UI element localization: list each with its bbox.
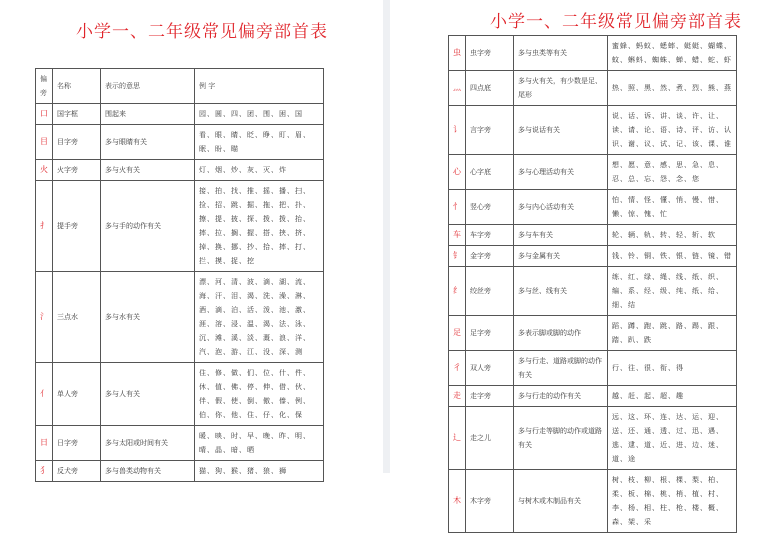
examples-cell: 怕、情、怪、懂、悄、慢、惜、懒、惊、愧、忙 xyxy=(608,190,737,225)
meaning-cell: 多与金属有关 xyxy=(514,246,608,267)
table-row xyxy=(36,461,324,482)
meaning-cell: 多与心理活动有关 xyxy=(514,155,608,190)
header-meaning: 表示的意思 xyxy=(101,69,195,104)
table-row xyxy=(36,104,324,125)
examples-cell: 轮、辆、轨、转、轻、斩、软 xyxy=(608,225,737,246)
examples-cell: 远、这、环、连、达、运、迎、送、还、通、透、过、迅、遇、逃、逮、道、近、进、边、迷、道、途 xyxy=(608,407,737,470)
table-row xyxy=(449,316,737,351)
meaning-cell: 多与行走的动作有关 xyxy=(514,386,608,407)
examples-cell: 蜜蜂、蚂蚁、蟋蟀、蜓蜓、蝴蝶、蚊、蝌蚪、蜘蛛、蝉、蜡、蛇、虾 xyxy=(608,36,737,71)
radical-cell: 心 xyxy=(449,155,466,190)
meaning-cell: 多表示脚或脚的动作 xyxy=(514,316,608,351)
name-cell: 火字旁 xyxy=(53,160,101,181)
name-cell: 竖心旁 xyxy=(466,190,514,225)
name-cell: 国字框 xyxy=(53,104,101,125)
table-row xyxy=(449,71,737,106)
page-left xyxy=(0,0,383,473)
page-title: 小学一、二年级常见偏旁部首表 xyxy=(490,12,742,32)
table-row xyxy=(36,160,324,181)
radical-cell: 犭 xyxy=(36,461,53,482)
table-row xyxy=(449,386,737,407)
name-cell: 虫字旁 xyxy=(466,36,514,71)
name-cell: 车字旁 xyxy=(466,225,514,246)
meaning-cell: 围起来 xyxy=(101,104,195,125)
meaning-cell: 多与虫类等有关 xyxy=(514,36,608,71)
table-row xyxy=(36,181,324,272)
meaning-cell: 多与丝、线有关 xyxy=(514,267,608,316)
radical-cell: 讠 xyxy=(449,106,466,155)
radical-cell: 走 xyxy=(449,386,466,407)
meaning-cell: 多与火有关，有少数是足、尾形 xyxy=(514,71,608,106)
meaning-cell: 多与太阳或时间有关 xyxy=(101,426,195,461)
table-row xyxy=(449,407,737,470)
radical-cell: 目 xyxy=(36,125,53,160)
meaning-cell: 多与水有关 xyxy=(101,272,195,363)
name-cell: 金字旁 xyxy=(466,246,514,267)
radicals-table xyxy=(448,35,737,533)
table-row xyxy=(36,125,324,160)
table-row xyxy=(449,36,737,71)
meaning-cell: 多与火有关 xyxy=(101,160,195,181)
examples-cell: 住、修、做、们、位、什、件、休、值、佛、停、伸、借、伙、伴、假、使、倒、傲、傣、例、伯、你、他、住、仔、化、保 xyxy=(195,363,324,426)
examples-cell: 看、眼、睛、眨、睁、盯、眉、眠、盼、瞄 xyxy=(195,125,324,160)
name-cell: 日字旁 xyxy=(53,426,101,461)
name-cell: 言字旁 xyxy=(466,106,514,155)
radical-cell: 辶 xyxy=(449,407,466,470)
meaning-cell: 多与兽类动物有关 xyxy=(101,461,195,482)
radical-cell: 口 xyxy=(36,104,53,125)
examples-cell: 暖、映、时、早、晚、昨、明、晴、晶、暗、晒 xyxy=(195,426,324,461)
radical-cell: 木 xyxy=(449,470,466,533)
meaning-cell: 多与行走等脚的动作或道路有关 xyxy=(514,407,608,470)
radical-cell: 亻 xyxy=(36,363,53,426)
examples-cell: 园、圆、四、团、围、困、国 xyxy=(195,104,324,125)
examples-cell: 行、往、很、衔、得 xyxy=(608,351,737,386)
page-gutter xyxy=(383,0,390,473)
radical-cell: 日 xyxy=(36,426,53,461)
name-cell: 走之儿 xyxy=(466,407,514,470)
radical-cell: 彳 xyxy=(449,351,466,386)
meaning-cell: 多与内心活动有关 xyxy=(514,190,608,225)
radical-cell: 虫 xyxy=(449,36,466,71)
table-row xyxy=(449,225,737,246)
name-cell: 心字底 xyxy=(466,155,514,190)
table-header-row xyxy=(36,69,324,104)
radical-cell: 忄 xyxy=(449,190,466,225)
meaning-cell: 多与人有关 xyxy=(101,363,195,426)
table-row xyxy=(36,272,324,363)
radical-cell: 灬 xyxy=(449,71,466,106)
table-row xyxy=(449,106,737,155)
table-row xyxy=(449,155,737,190)
meaning-cell: 多与手的动作有关 xyxy=(101,181,195,272)
table-row xyxy=(36,363,324,426)
name-cell: 绞丝旁 xyxy=(466,267,514,316)
name-cell: 单人旁 xyxy=(53,363,101,426)
examples-cell: 猫、狗、猴、猪、狼、狮 xyxy=(195,461,324,482)
radical-cell: 纟 xyxy=(449,267,466,316)
table-row xyxy=(449,246,737,267)
radical-cell: 足 xyxy=(449,316,466,351)
examples-cell: 灯、烟、炒、灰、灭、炸 xyxy=(195,160,324,181)
radical-cell: 车 xyxy=(449,225,466,246)
examples-cell: 想、愿、意、感、思、急、息、忍、总、忘、怨、念、您 xyxy=(608,155,737,190)
meaning-cell: 多与车有关 xyxy=(514,225,608,246)
name-cell: 足字旁 xyxy=(466,316,514,351)
name-cell: 三点水 xyxy=(53,272,101,363)
radical-cell: 氵 xyxy=(36,272,53,363)
radical-cell: 扌 xyxy=(36,181,53,272)
examples-cell: 钱、铃、铜、铁、银、链、镜、错 xyxy=(608,246,737,267)
table-row xyxy=(449,267,737,316)
meaning-cell: 多与眼睛有关 xyxy=(101,125,195,160)
examples-cell: 说、话、诉、讲、谈、许、让、读、请、论、语、诗、评、访、认识、谢、议、试、记、该、课、谁 xyxy=(608,106,737,155)
meaning-cell: 多与说话有关 xyxy=(514,106,608,155)
examples-cell: 练、红、绿、绳、线、纸、织、编、系、经、级、纯、纸、给、细、结 xyxy=(608,267,737,316)
table-row xyxy=(449,351,737,386)
meaning-cell: 多与行走、道路或脚的动作有关 xyxy=(514,351,608,386)
name-cell: 目字旁 xyxy=(53,125,101,160)
meaning-cell: 与树木或木制品有关 xyxy=(514,470,608,533)
table-row xyxy=(36,426,324,461)
radical-cell: 钅 xyxy=(449,246,466,267)
examples-cell: 越、赶、起、超、趣 xyxy=(608,386,737,407)
page-right xyxy=(390,0,781,526)
name-cell: 双人旁 xyxy=(466,351,514,386)
radical-cell: 火 xyxy=(36,160,53,181)
table-row xyxy=(449,190,737,225)
radicals-table xyxy=(35,68,324,482)
examples-cell: 漂、河、清、波、滴、湖、流、海、汗、泪、渴、洗、澡、淋、酒、滴、泊、活、泼、池、激、涯、溶、浸、温、渴、法、泳、沉、滩、溪、淡、溉、浪、洋、汽、泡、游、江、没、深、测 xyxy=(195,272,324,363)
header-radical: 偏旁 xyxy=(36,69,53,104)
header-name: 名称 xyxy=(53,69,101,104)
examples-cell: 树、枝、柳、根、棵、梨、柏、柔、板、棉、桃、梢、植、村、李、杨、相、柱、枪、楼、概、森、架、采 xyxy=(608,470,737,533)
name-cell: 木字旁 xyxy=(466,470,514,533)
examples-cell: 蹈、蹲、跑、跳、路、踢、跟、踏、趴、跌 xyxy=(608,316,737,351)
name-cell: 走字旁 xyxy=(466,386,514,407)
header-examples: 例 字 xyxy=(195,69,324,104)
examples-cell: 热、照、黑、然、煮、烈、熊、燕 xyxy=(608,71,737,106)
name-cell: 四点底 xyxy=(466,71,514,106)
table-row xyxy=(449,470,737,533)
examples-cell: 接、拍、找、推、摇、播、扫、捡、招、跳、掘、拖、把、扑、擦、提、披、探、拨、拨、抬、摔、拉、搁、握、搭、挟、挤、掉、换、挪、抄、拾、摔、打、拦、摸、捉、挖 xyxy=(195,181,324,272)
name-cell: 反犬旁 xyxy=(53,461,101,482)
page-title: 小学一、二年级常见偏旁部首表 xyxy=(76,22,328,42)
name-cell: 提手旁 xyxy=(53,181,101,272)
